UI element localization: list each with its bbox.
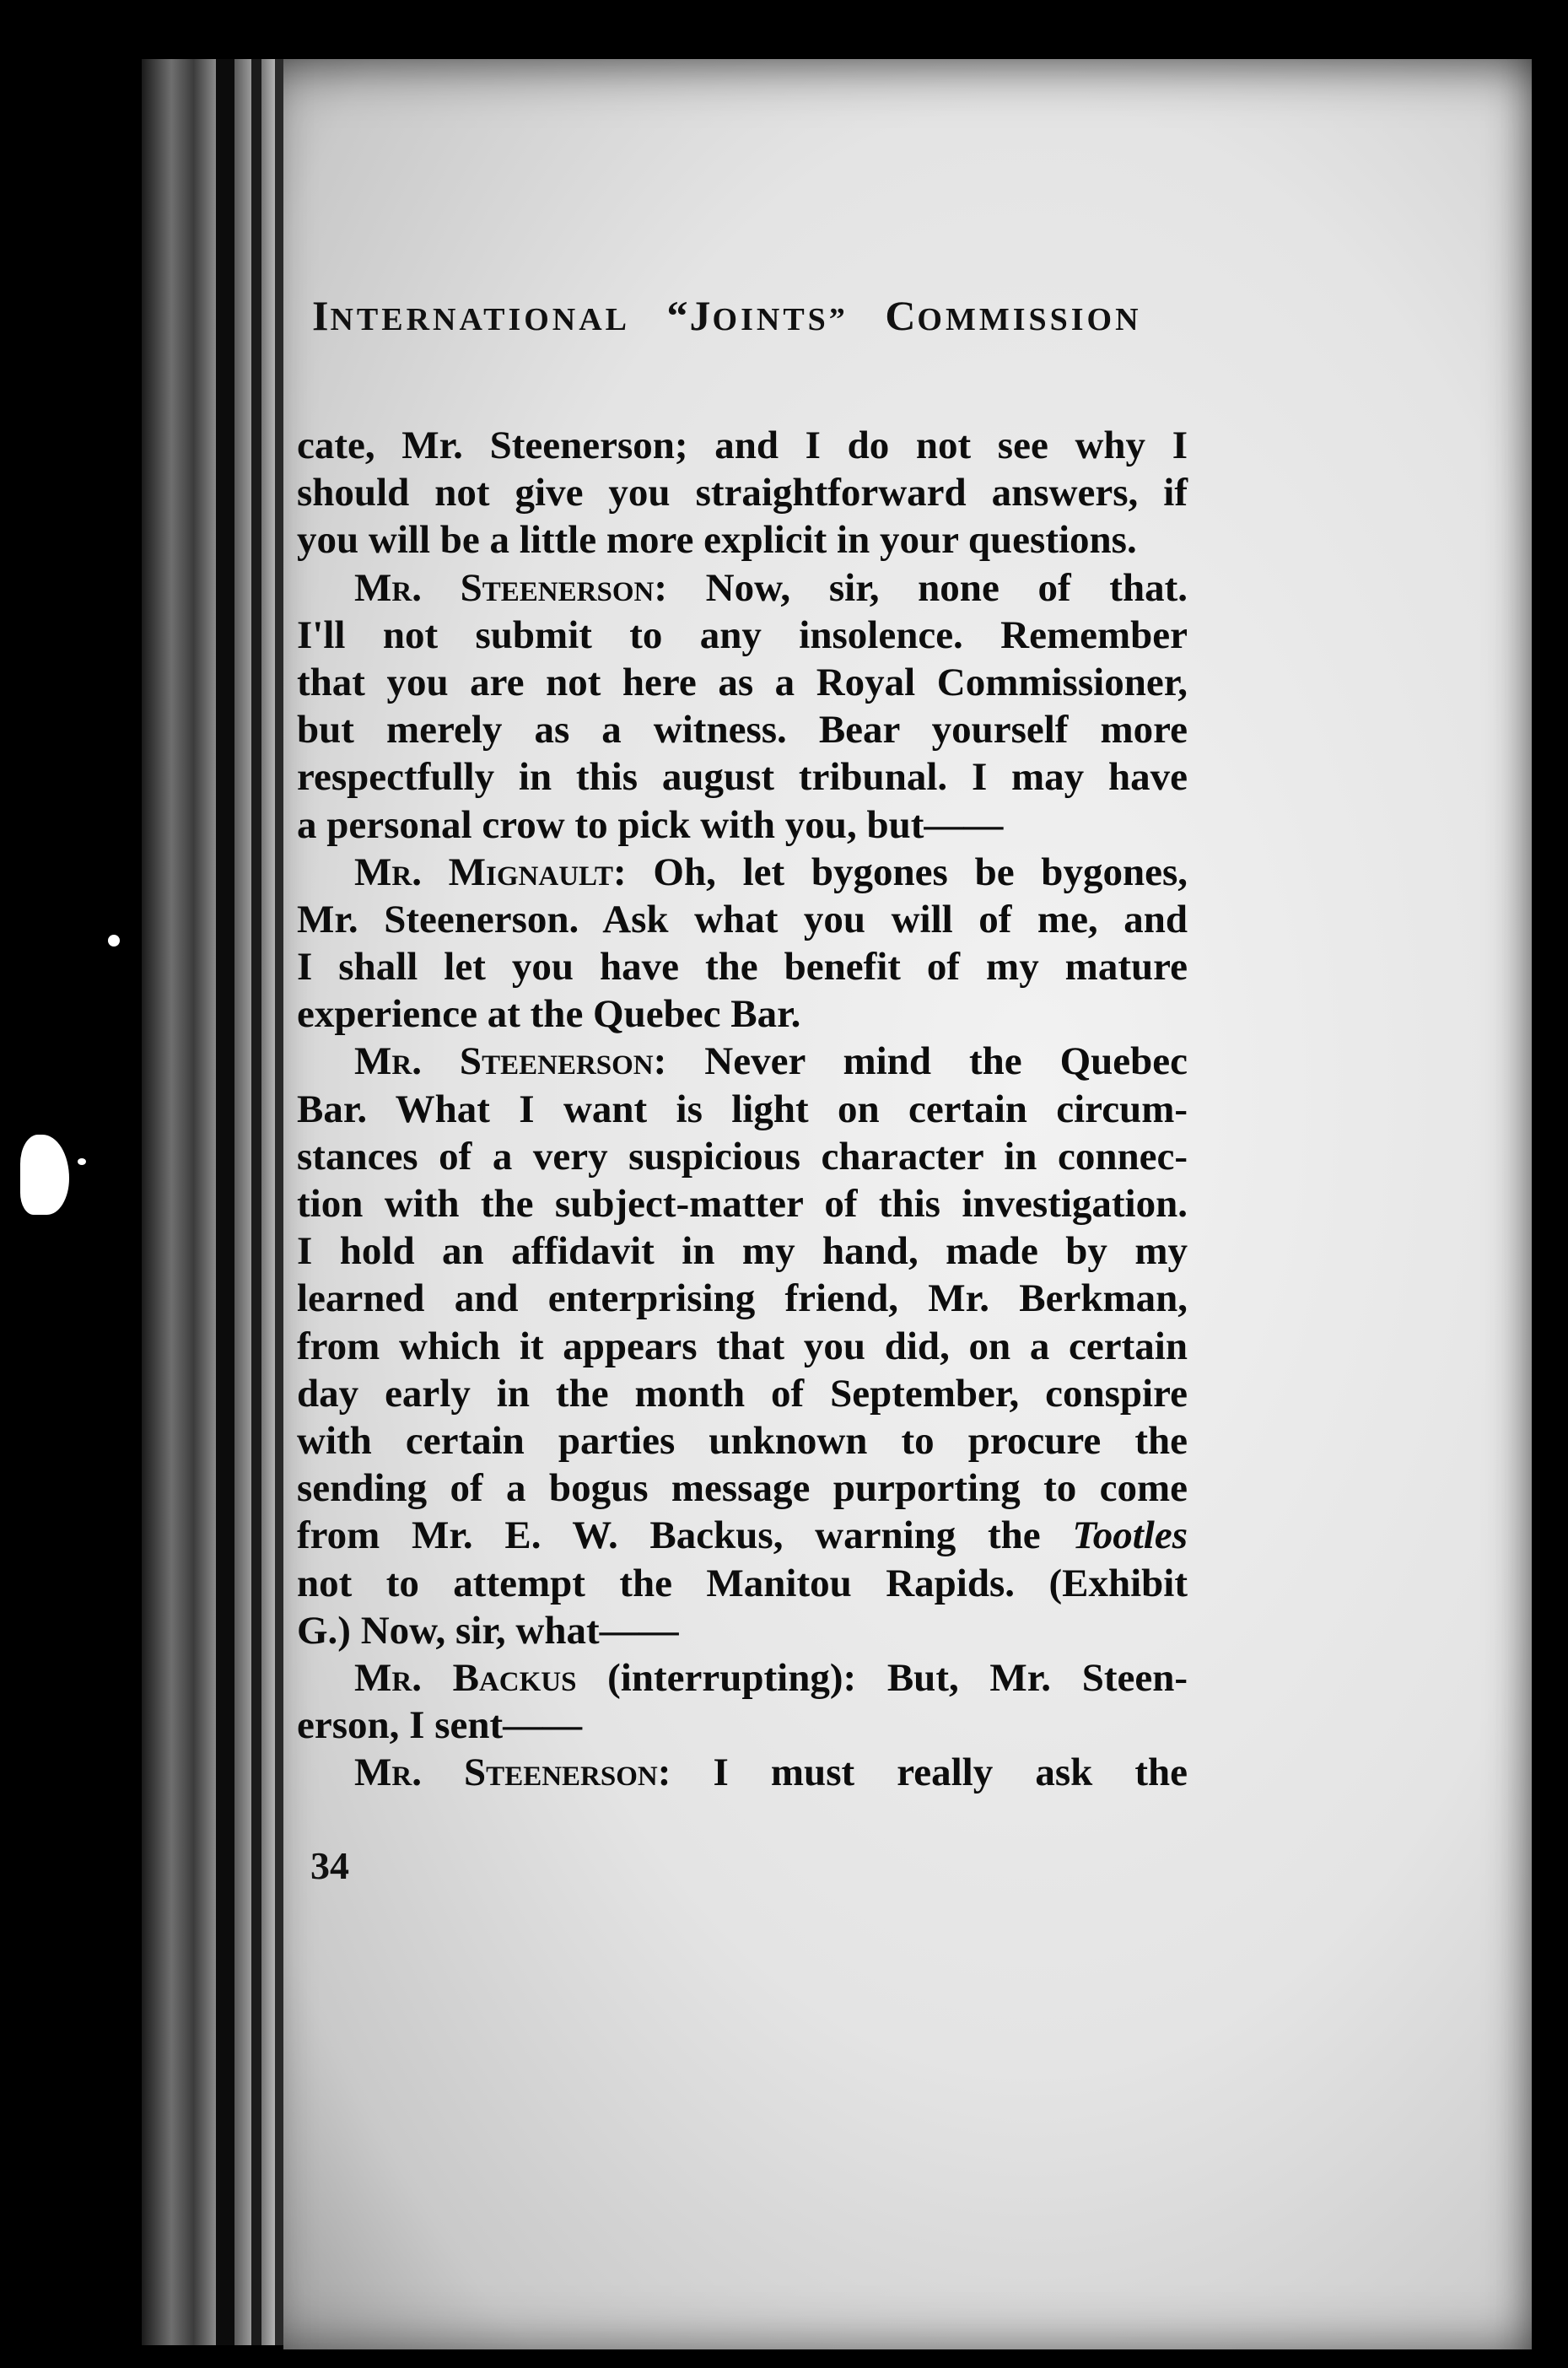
page-edge: [142, 59, 216, 2345]
speaker-name: Mr. Backus: [354, 1655, 577, 1700]
page-edge: [275, 59, 283, 2345]
text-line: Mr. Mignault: Oh, let bygones be bygones,: [354, 850, 1188, 894]
ship-name: Tootles: [1072, 1513, 1188, 1558]
text-line: from Mr. E. W. Backus, warning the Tootles: [297, 1513, 1188, 1558]
text-line: day early in the month of September, conspire: [297, 1371, 1188, 1416]
text-line: you will be a little more explicit in your questions.: [297, 518, 1137, 563]
text-line: G.) Now, sir, what——: [297, 1608, 679, 1653]
text-line: a personal crow to pick with you, but——: [297, 802, 1004, 847]
page-edge: [261, 59, 275, 2345]
text-line: that you are not here as a Royal Commissioner,: [297, 660, 1188, 704]
text-line: should not give you straightforward answers, if: [297, 471, 1188, 515]
text-line: Mr. Steenerson: I must really ask the: [354, 1750, 1188, 1795]
page-number: 34: [310, 1844, 349, 1887]
text-line: from which it appears that you did, on a certain: [297, 1324, 1188, 1368]
text-line: cate, Mr. Steenerson; and I do not see why I: [297, 423, 1188, 467]
speaker-name: Mr. Mignault:: [354, 850, 627, 894]
text-line: but merely as a witness. Bear yourself more: [297, 708, 1188, 752]
text-line: tion with the subject-matter of this investigation.: [297, 1182, 1188, 1226]
dust-speck: [108, 935, 120, 947]
header-word: “JOINTS”: [666, 292, 849, 339]
text-line: stances of a very suspicious character in connec-: [297, 1134, 1188, 1179]
dust-speck: [20, 1135, 69, 1215]
text-line: Mr. Steenerson: Never mind the Quebec: [354, 1039, 1188, 1084]
text-line: erson, I sent——: [297, 1703, 583, 1748]
text-line: Mr. Steenerson: Now, sir, none of that.: [354, 565, 1188, 610]
text-line: with certain parties unknown to procure the: [297, 1418, 1188, 1463]
header-word: COMMISSION: [885, 292, 1142, 339]
text-line: not to attempt the Manitou Rapids. (Exhibit: [297, 1561, 1188, 1605]
text-line: I shall let you have the benefit of my mature: [297, 945, 1188, 990]
text-line: sending of a bogus message purporting to come: [297, 1466, 1188, 1511]
speaker-name: Mr. Steenerson:: [354, 565, 667, 610]
text-line: Mr. Backus (interrupting): But, Mr. Steen-: [354, 1655, 1188, 1700]
header-word: INTERNATIONAL: [312, 292, 631, 339]
text-line: Bar. What I want is light on certain circum-: [297, 1087, 1188, 1131]
dust-speck: [78, 1158, 86, 1165]
text-line: I'll not submit to any insolence. Remember: [297, 612, 1188, 657]
text-line: Mr. Steenerson. Ask what you will of me, and: [297, 897, 1188, 941]
page-edge: [251, 59, 261, 2345]
text-line: learned and enterprising friend, Mr. Berkman,: [297, 1276, 1188, 1321]
speaker-name: Mr. Steenerson:: [354, 1750, 671, 1795]
text-line: I hold an affidavit in my hand, made by my: [297, 1229, 1188, 1274]
text-line: respectfully in this august tribunal. I may have: [297, 755, 1188, 800]
text-line: experience at the Quebec Bar.: [297, 992, 801, 1037]
page-edge: [216, 59, 234, 2345]
body-text: [297, 422, 1188, 1796]
running-header: [312, 291, 1459, 340]
speaker-name: Mr. Steenerson:: [354, 1039, 667, 1084]
page-edge: [234, 59, 251, 2345]
